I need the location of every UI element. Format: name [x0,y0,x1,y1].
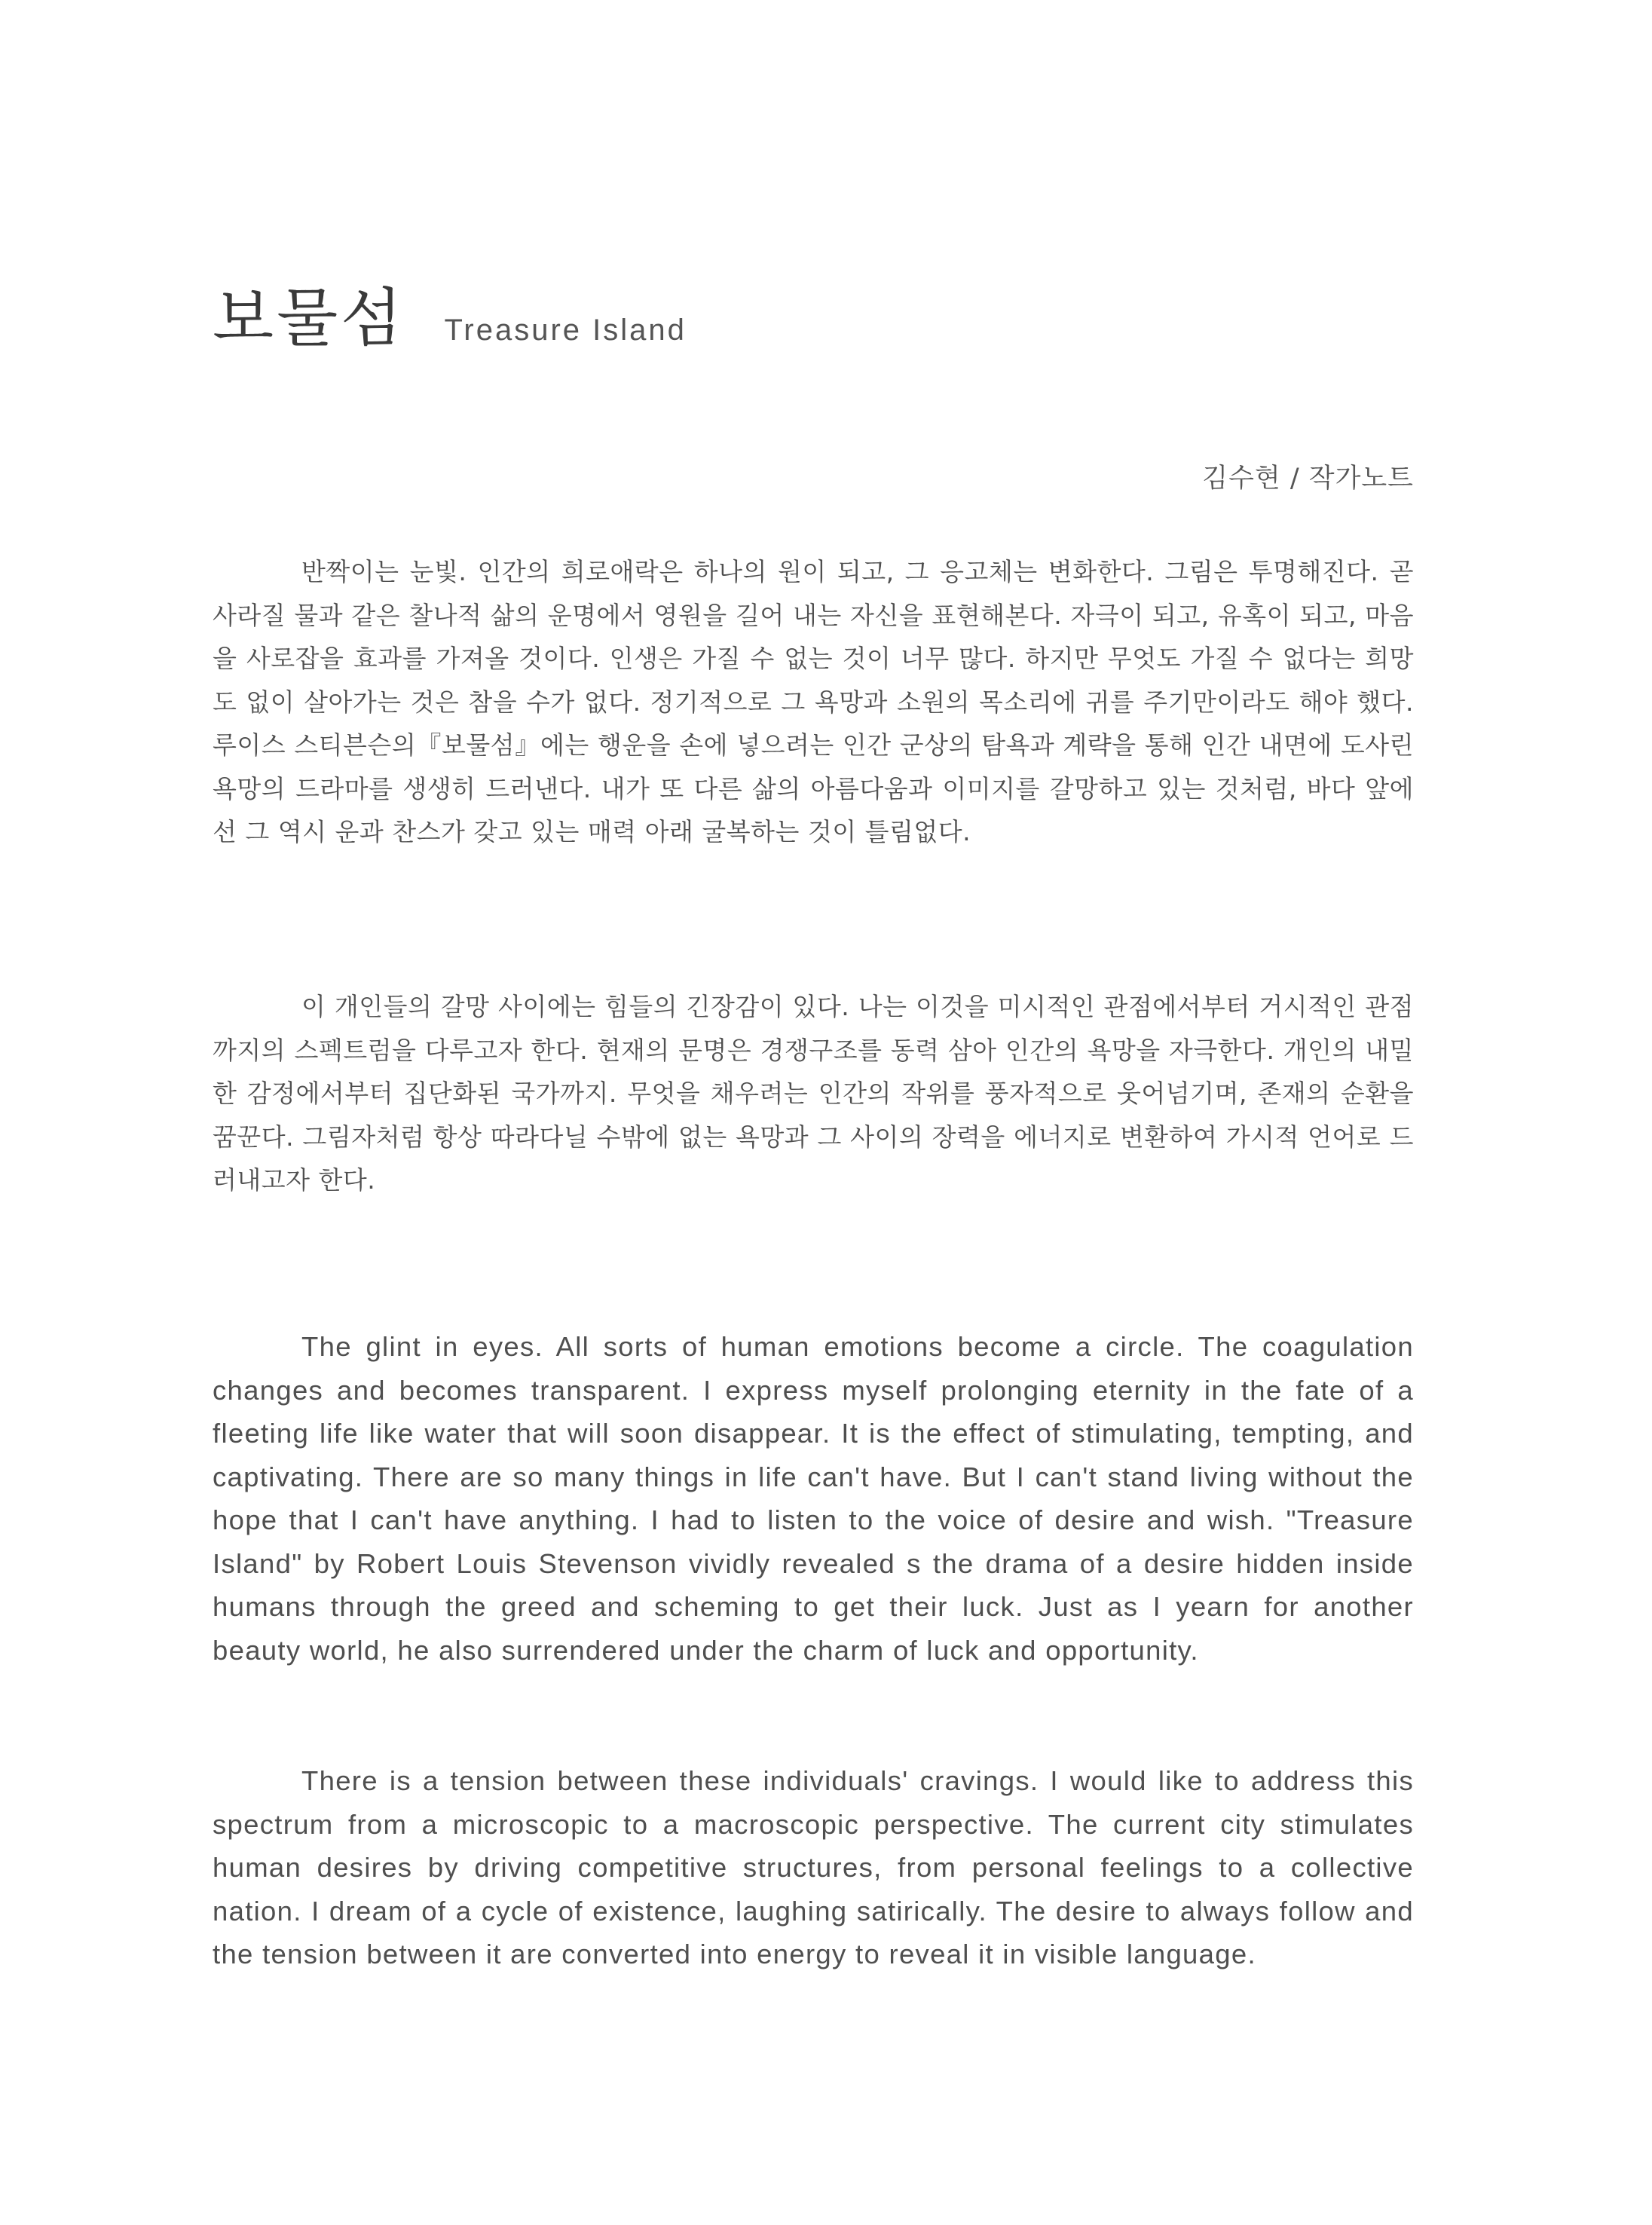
korean-paragraph-2: 이 개인들의 갈망 사이에는 힘들의 긴장감이 있다. 나는 이것을 미시적인 관점에서부터 거시적인 관점까지의 스펙트럼을 다루고자 한다. 현재의 문명은 경쟁구조를 동력 삼아 인간의 욕망을 자극한다. 개인의 내밀한 감정에서부터 집단화된 국가까지. 무엇을 채우려는 인간의 작위를 풍자적으로 웃어넘기며, 존재의 순환을 꿈꾼다. 그림자처럼 항상 따라다닐 수밖에 없는 욕망과 그 사이의 장력을 에너지로 변환하여 가시적 언어로 드러내고자 한다. [213,992,1414,1195]
title-block [213,268,687,359]
english-paragraph-1: The glint in eyes. All sorts of human emotions become a circle. The coagulation changes and becomes transparent. I express myself prolonging eternity in the fate of a fleeting life like water that will soon disappear. It is the effect of stimulating, tempting, and captivating. There are so many things in life can't have. But I can't stand living without the hope that I can't have anything. I had to listen to the voice of desire and wish. "Treasure Island" by Robert Louis Stevenson vividly revealed s the drama of a desire hidden inside humans through the greed and scheming to get their luck. Just as I yearn for another beauty world, he also surrendered under the charm of luck and opportunity. [213,1331,1414,1666]
english-paragraph-2: There is a tension between these individuals' cravings. I would like to address this spectrum from a microscopic to a macroscopic perspective. The current city stimulates human desires by driving competitive structures, from personal feelings to a collective nation. I dream of a cycle of existence, laughing satirically. The desire to always follow and the tension between it are converted into energy to reveal it in visible language. [213,1765,1414,1969]
title-korean: 보물섬 [213,281,405,355]
korean-paragraph-1: 반짝이는 눈빛. 인간의 희로애락은 하나의 원이 되고, 그 응고체는 변화한다. 그림은 투명해진다. 곧 사라질 물과 같은 찰나적 삶의 운명에서 영원을 길어 내는 자신을 표현해본다. 자극이 되고, 유혹이 되고, 마음을 사로잡을 효과를 가져올 것이다. 인생은 가질 수 없는 것이 너무 많다. 하지만 무엇도 가질 수 없다는 희망도 없이 살아가는 것은 참을 수가 없다. 정기적으로 그 욕망과 소원의 목소리에 귀를 주기만이라도 해야 했다. 루이스 스티븐슨의『보물섬』에는 행운을 손에 넣으려는 인간 군상의 탐욕과 계략을 통해 인간 내면에 도사린 욕망의 드라마를 생생히 드러낸다. 내가 또 다른 삶의 아름다움과 이미지를 갈망하고 있는 것처럼, 바다 앞에 선 그 역시 운과 찬스가 갖고 있는 매력 아래 굴복하는 것이 틀림없다. [213,557,1414,846]
author-byline: 김수현 / 작가노트 [1202,464,1414,494]
title-english: Treasure Island [444,314,687,347]
